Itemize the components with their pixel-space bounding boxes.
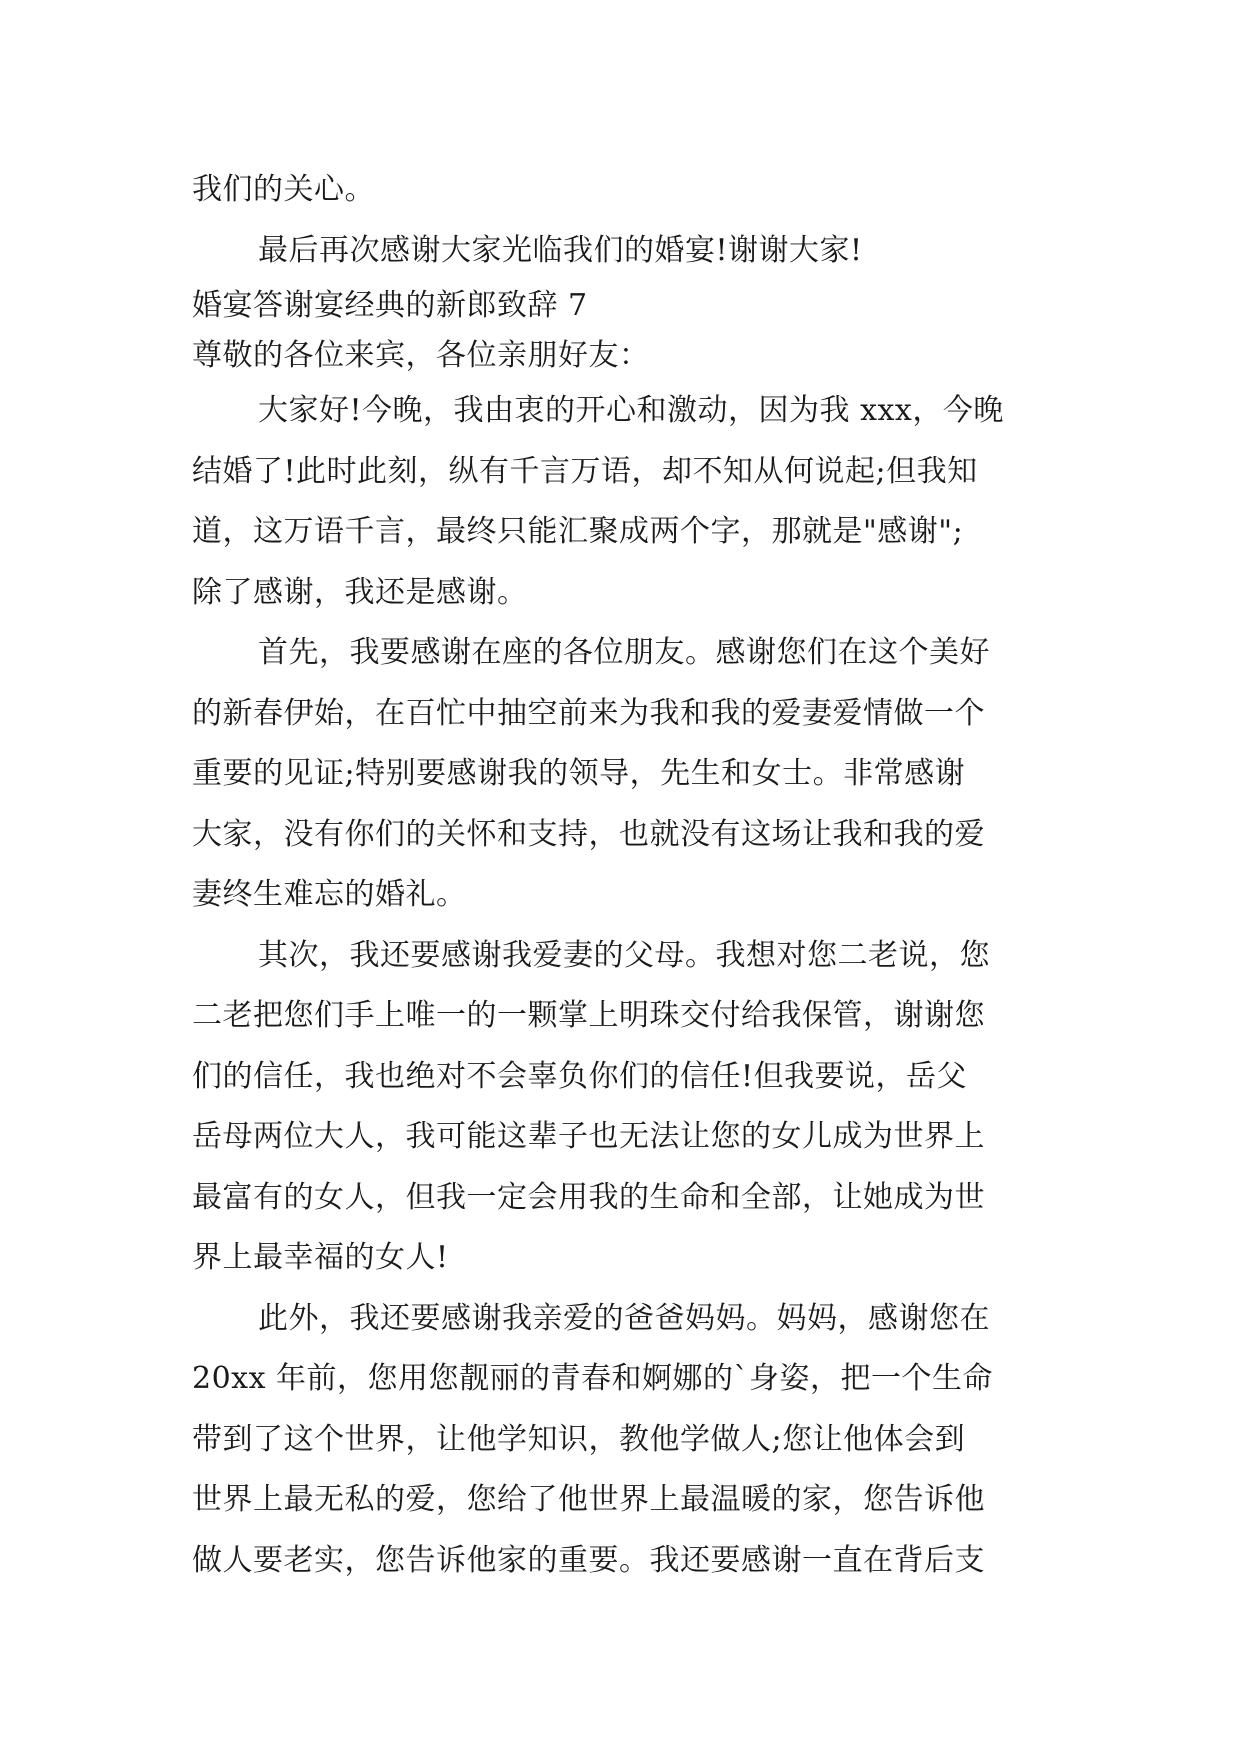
text-line: 大家好!今晚，我由衷的开心和激动，因为我 xxx，今晚 [258, 393, 1004, 428]
text-line: 二老把您们手上唯一的一颗掌上明珠交付给我保管，谢谢您 [192, 998, 985, 1033]
text-line: 大家，没有你们的关怀和支持，也就没有这场让我和我的爱 [192, 816, 985, 852]
text-line: 20xx 年前，您用您靓丽的青春和婀娜的`身姿，把一个生命 [192, 1361, 994, 1396]
section-title: 婚宴答谢宴经典的新郎致辞 7 [192, 288, 588, 323]
text-line: 重要的见证;特别要感谢我的领导，先生和女士。非常感谢 [192, 756, 966, 791]
text-line: 结婚了!此时此刻，纵有千言万语，却不知从何说起;但我知 [192, 453, 978, 489]
text-line: 做人要老实，您告诉他家的重要。我还要感谢一直在背后支 [192, 1542, 985, 1578]
text-line: 此外，我还要感谢我亲爱的爸爸妈妈。妈妈，感谢您在 [258, 1300, 990, 1336]
text-line: 道，这万语千言，最终只能汇聚成两个字，那就是"感谢"; [192, 514, 964, 549]
text-line: 首先，我要感谢在座的各位朋友。感谢您们在这个美好 [258, 635, 990, 670]
text-line: 最富有的女人，但我一定会用我的生命和全部，让她成为世 [192, 1179, 985, 1215]
text-line: 最后再次感谢大家光临我们的婚宴!谢谢大家! [258, 232, 863, 268]
text-line: 界上最幸福的女人! [192, 1240, 449, 1275]
text-line: 其次，我还要感谢我爱妻的父母。我想对您二老说，您 [258, 937, 990, 973]
text-line: 除了感谢，我还是感谢。 [192, 574, 528, 610]
text-line: 们的信任，我也绝对不会辜负你们的信任!但我要说，岳父 [192, 1058, 968, 1094]
text-line: 的新春伊始，在百忙中抽空前来为我和我的爱妻爱情做一个 [192, 695, 985, 731]
text-line: 岳母两位大人，我可能这辈子也无法让您的女儿成为世界上 [192, 1119, 985, 1154]
salutation: 尊敬的各位来宾，各位亲朋好友： [192, 338, 650, 373]
text-line: 世界上最无私的爱，您给了他世界上最温暖的家，您告诉他 [192, 1482, 985, 1517]
document-page [192, 160, 1052, 1591]
text-line: 带到了这个世界，让他学知识，教他学做人;您让他体会到 [192, 1421, 966, 1457]
text-line: 妻终生难忘的婚礼。 [192, 877, 467, 912]
text-line: 我们的关心。 [192, 172, 375, 207]
